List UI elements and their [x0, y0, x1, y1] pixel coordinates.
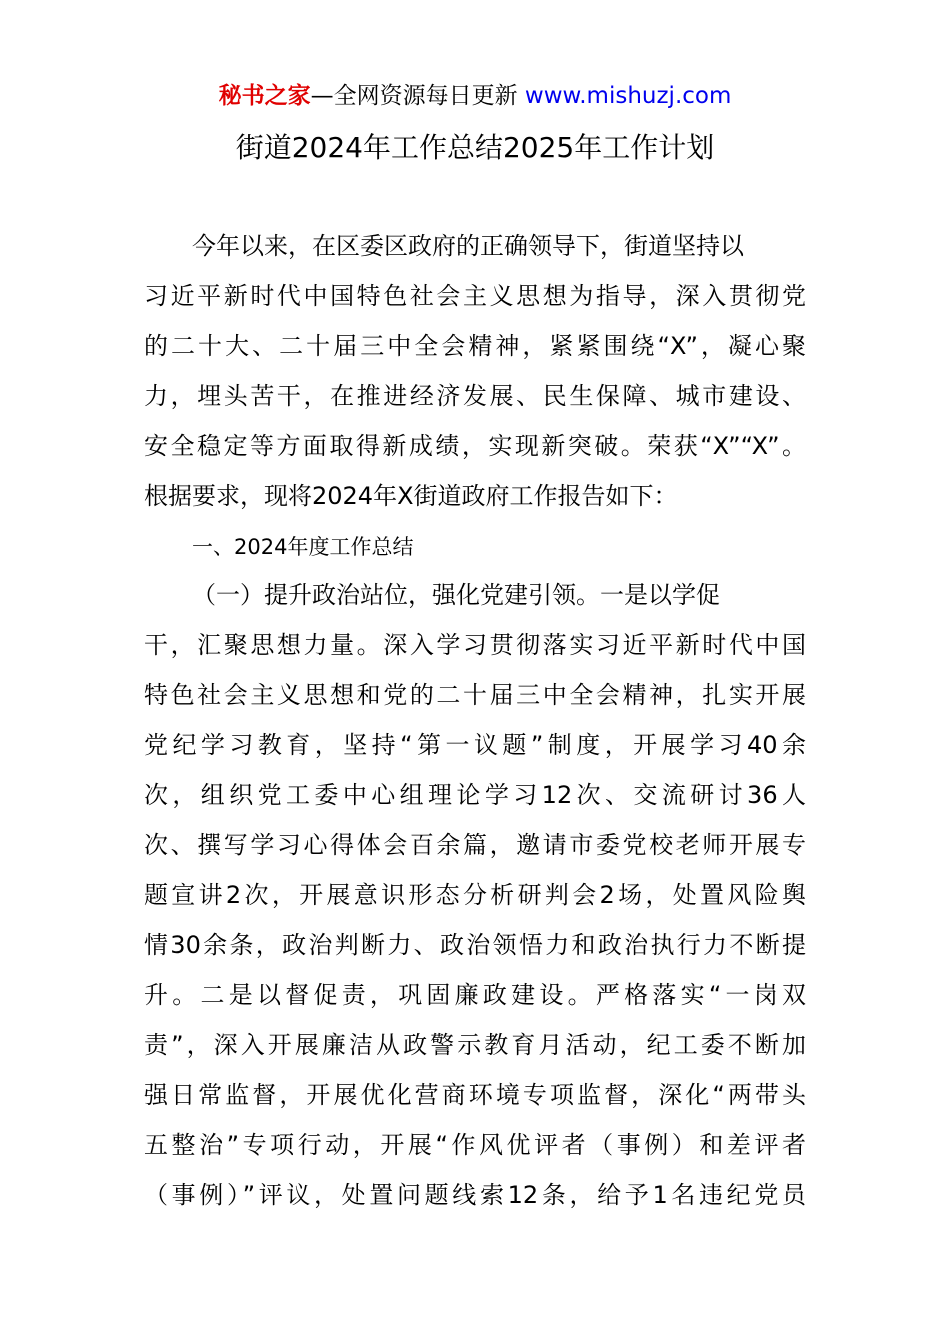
site-header [0, 80, 950, 112]
paragraph-line: 党纪学习教育，坚持“第一议题”制度，开展学习40余 [144, 731, 806, 759]
paragraph-line: （一）提升政治站位，强化党建引领。一是以学促 [192, 581, 720, 609]
site-url-link[interactable]: www.mishuzj.com [524, 83, 732, 109]
paragraph-line: 题宣讲2次，开展意识形态分析研判会2场，处置风险舆 [144, 881, 806, 909]
paragraph-line: 升。二是以督促责，巩固廉政建设。严格落实“一岗双 [144, 981, 806, 1009]
paragraph-line: 情30余条，政治判断力、政治领悟力和政治执行力不断提 [144, 931, 806, 959]
paragraph-line: 强日常监督，开展优化营商环境专项监督，深化“两带头 [144, 1081, 806, 1109]
paragraph-line: 五整治”专项行动，开展“作风优评者（事例）和差评者 [144, 1131, 806, 1159]
brand-name: 秘书之家 [218, 83, 311, 109]
paragraph-line: 今年以来，在区委区政府的正确领导下，街道坚持以 [192, 232, 744, 260]
paragraph-line: 的二十大、二十届三中全会精神，紧紧围绕“X”，凝心聚 [144, 332, 806, 360]
paragraph-line: 次，组织党工委中心组理论学习12次、交流研讨36人 [144, 781, 806, 809]
section-heading: 一、2024年度工作总结 [192, 535, 414, 559]
document-title: 街道2024年工作总结2025年工作计划 [235, 131, 715, 164]
header-tagline: —全网资源每日更新 [310, 83, 525, 109]
paragraph-line: 安全稳定等方面取得新成绩，实现新突破。荣获“X”“X”。 [144, 432, 806, 460]
paragraph-line: 特色社会主义思想和党的二十届三中全会精神，扎实开展 [144, 681, 806, 709]
paragraph-line: 责”，深入开展廉洁从政警示教育月活动，纪工委不断加 [144, 1031, 806, 1059]
paragraph-line: 次、撰写学习心得体会百余篇，邀请市委党校老师开展专 [144, 831, 806, 859]
paragraph-line: 根据要求，现将2024年X街道政府工作报告如下： [144, 482, 678, 510]
paragraph-line: 习近平新时代中国特色社会主义思想为指导，深入贯彻党 [144, 282, 806, 310]
paragraph-line: 力，埋头苦干，在推进经济发展、民生保障、城市建设、 [144, 382, 806, 410]
paragraph-line: （事例）”评议，处置问题线索12条，给予1名违纪党员 [144, 1181, 806, 1209]
paragraph-line: 干，汇聚思想力量。深入学习贯彻落实习近平新时代中国 [144, 631, 806, 659]
